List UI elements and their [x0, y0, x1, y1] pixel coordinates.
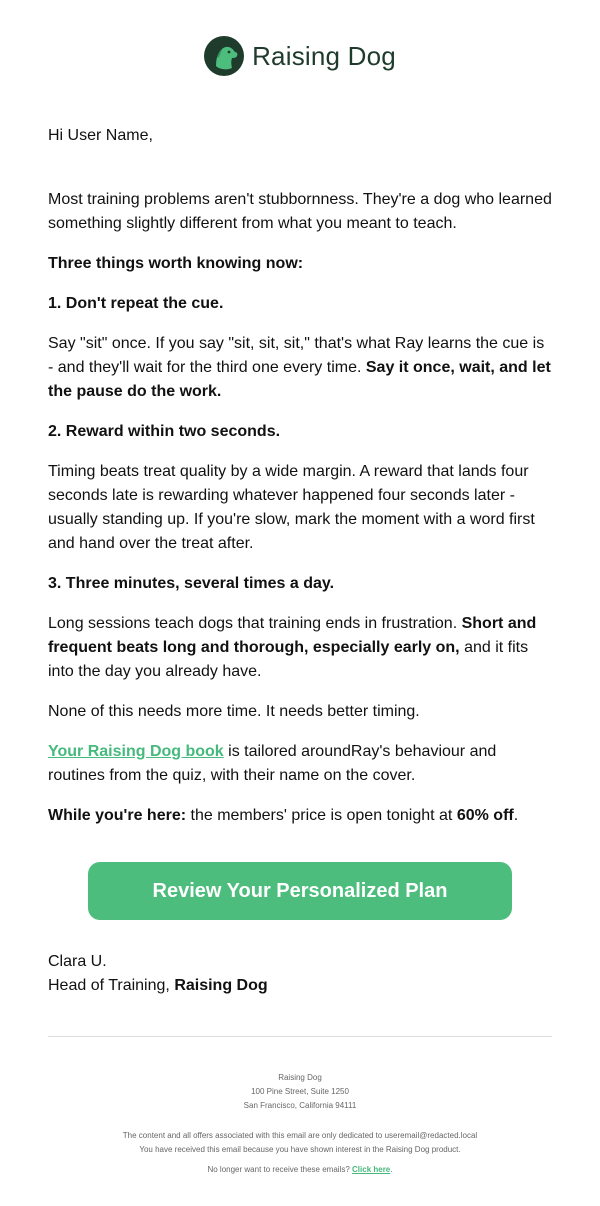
signature-company: Raising Dog: [174, 977, 268, 994]
signature: [48, 950, 552, 998]
unsubscribe-suffix: .: [390, 1165, 393, 1174]
footer-divider: [48, 1036, 552, 1037]
offer-discount: 60% off: [456, 807, 514, 824]
tip3-body-text: Long sessions teach dogs that training ends in frustration.: [48, 615, 458, 632]
unsubscribe-prefix: No longer want to receive these emails?: [207, 1165, 350, 1174]
cta-container: [48, 862, 552, 920]
unsubscribe-link[interactable]: Click here: [352, 1165, 391, 1174]
tip3-title: 3. Three minutes, several times a day.: [48, 575, 335, 592]
footer-legal: [48, 1129, 552, 1177]
tip2-body: Timing beats treat quality by a wide margin. A reward that lands four seconds late is rewarding whatever happened four seconds later - usually standing up. If you're slow, mark the moment with a word first and hand over the treat after.: [48, 463, 535, 552]
tip3-body-emphasis: Short and frequent beats long and thorough, especially early on,: [48, 615, 537, 656]
unsubscribe-line: [48, 1163, 552, 1177]
signature-role: Head of Training,: [48, 977, 170, 994]
signature-role-line: [48, 974, 552, 998]
tip1-body-emphasis: Say it once, wait, and let the pause do the work.: [48, 359, 551, 400]
greeting: Hi User Name,: [48, 127, 153, 144]
review-plan-button[interactable]: Review Your Personalized Plan: [88, 862, 512, 920]
tip3-body-end: and it fits into the day you already have.: [48, 639, 529, 680]
offer-end: .: [513, 807, 519, 824]
tip1-body-text: Say "sit" once. If you say "sit, sit, sit," that's what Ray learns the cue is - and they'll wait for the third one every time.: [48, 335, 545, 376]
book-paragraph: [48, 740, 552, 788]
email-header: [0, 0, 600, 116]
intro-paragraph: Most training problems aren't stubbornness. They're a dog who learned something slightly different from what you meant to teach.: [48, 191, 552, 232]
book-paragraph-text: is tailored aroundRay's behaviour and routines from the quiz, with their name on the cover.: [48, 743, 497, 784]
offer-paragraph: [48, 804, 552, 828]
offer-text: the members' price is open tonight at: [190, 807, 453, 824]
tip2-title: 2. Reward within two seconds.: [48, 423, 281, 440]
offer-lead: While you're here:: [48, 807, 187, 824]
email-footer: [0, 1071, 600, 1177]
footer-legal-line2: You have received this email because you have shown interest in the Raising Dog product.: [139, 1145, 461, 1154]
signature-name: Clara U.: [48, 953, 107, 970]
email-body: [0, 124, 600, 998]
section-heading: Three things worth knowing now:: [48, 255, 304, 272]
tip1-body: [48, 332, 552, 404]
brand-logo[interactable]: [204, 36, 396, 76]
footer-address-line2: San Francisco, California 94111: [243, 1101, 357, 1110]
footer-address: [48, 1071, 552, 1113]
book-link[interactable]: Your Raising Dog book: [48, 743, 224, 760]
footer-legal-line1: The content and all offers associated with this email are only dedicated to useremail@redacted.local: [122, 1131, 478, 1140]
dog-head-logo-icon: [204, 36, 244, 76]
closing-line: None of this needs more time. It needs better timing.: [48, 703, 420, 720]
footer-address-line1: 100 Pine Street, Suite 1250: [251, 1087, 349, 1096]
brand-name: Raising Dog: [252, 40, 396, 71]
tip1-title: 1. Don't repeat the cue.: [48, 295, 224, 312]
footer-company: Raising Dog: [278, 1073, 322, 1082]
tip3-body: [48, 612, 552, 684]
